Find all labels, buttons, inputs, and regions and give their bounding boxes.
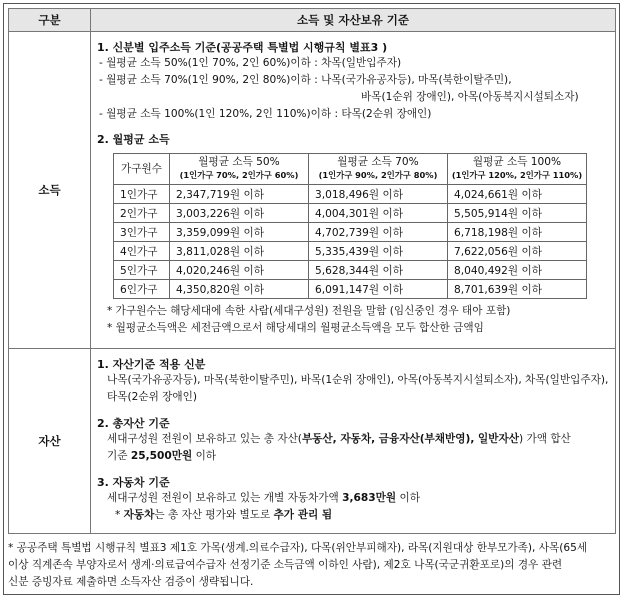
inner-header-50 <box>170 154 309 185</box>
inner-header-row <box>114 154 587 185</box>
assets-sec3-text: 이하 <box>396 492 420 504</box>
criteria-table <box>8 8 616 534</box>
inner-header-100 <box>448 154 587 185</box>
assets-sec3-bold: 자동차 <box>123 509 155 521</box>
table-cell: 2인가구 <box>114 204 170 223</box>
income-footnote: * 가구원수는 해당세대에 속한 사람(세대구성원) 전원을 말함 (임신중인 경우 태아 포함) <box>107 305 511 317</box>
inner-header-sub: (1인가구 70%, 2인가구 60%) <box>179 170 299 180</box>
table-cell: 5인가구 <box>114 261 170 280</box>
assets-sec3-text: 세대구성원 전원이 보유하고 있는 개별 자동차가액 <box>107 492 343 504</box>
assets-sec2-bold: 부동산, 자동차, 금융자산(부채반영), 일반자산 <box>301 433 519 445</box>
assets-row <box>9 349 616 534</box>
assets-content <box>91 349 616 534</box>
assets-sec1-line: 타목(2순위 장애인) <box>107 391 198 403</box>
note-line: 이상 직계존속 부양자로서 생계·의료급여수급자 선정기준 소득금액 이하인 사람), 제2호 나목(국군귀환포로)의 경우 관련 <box>8 559 563 571</box>
assets-sec2-text: 기준 <box>107 450 131 462</box>
assets-sec3-text: * <box>115 509 124 521</box>
header-category: 구분 <box>9 9 91 32</box>
assets-sec2-line <box>91 431 615 448</box>
header-criteria: 소득 및 자산보유 기준 <box>91 9 616 32</box>
bottom-note <box>8 540 615 591</box>
table-cell: 6인가구 <box>114 280 170 299</box>
income-sec1-line: - 월평균 소득 100%(1인 120%, 2인 110%)이하 : 타목(2순위 장애인) <box>99 108 432 120</box>
table-row <box>114 204 587 223</box>
table-cell: 3,811,028원 이하 <box>170 242 309 261</box>
table-cell: 4,020,246원 이하 <box>170 261 309 280</box>
assets-sec2-text: ) 가액 합산 <box>518 433 571 445</box>
assets-label: 자산 <box>9 349 91 534</box>
table-cell: 5,628,344원 이하 <box>309 261 448 280</box>
inner-header-members: 가구원수 <box>114 154 170 185</box>
table-cell: 3,359,099원 이하 <box>170 223 309 242</box>
inner-header-70 <box>309 154 448 185</box>
table-row <box>114 280 587 299</box>
income-sec1-title: 1. 신분별 입주소득 기준(공공주택 특별법 시행규칙 별표3 ) <box>97 41 388 54</box>
income-sec1-line: - 월평균 소득 70%(1인 90%, 2인 80%)이하 : 나목(국가유공자등), 마목(북한이탈주민), <box>99 74 512 86</box>
assets-sec3-bold: 추가 관리 됨 <box>273 509 333 521</box>
table-cell: 5,335,439원 이하 <box>309 242 448 261</box>
table-row <box>114 223 587 242</box>
assets-sec3-bold: 3,683만원 <box>342 492 397 504</box>
table-cell: 3인가구 <box>114 223 170 242</box>
table-row <box>114 185 587 204</box>
table-row <box>114 261 587 280</box>
inner-header-sub: (1인가구 120%, 2인가구 110%) <box>451 170 583 180</box>
income-sec1-line: 바목(1순위 장애인), 아목(아동복지시설퇴소자) <box>361 91 579 103</box>
inner-header-sub: (1인가구 90%, 2인가구 80%) <box>318 170 438 180</box>
table-row <box>114 242 587 261</box>
table-cell: 6,718,198원 이하 <box>448 223 587 242</box>
table-cell: 2,347,719원 이하 <box>170 185 309 204</box>
income-sec2-title: 2. 월평균 소득 <box>97 133 170 146</box>
assets-sec3-line <box>91 490 615 507</box>
table-cell: 4,702,739원 이하 <box>309 223 448 242</box>
inner-header-title: 월평균 소득 70% <box>337 156 419 168</box>
assets-sec1-line: 나목(국가유공자등), 마목(북한이탈주민), 바목(1순위 장애인), 아목(아동복지시설퇴소자), 차목(일반입주자), <box>107 374 609 386</box>
assets-sec2-title: 2. 총자산 기준 <box>97 417 170 430</box>
table-cell: 1인가구 <box>114 185 170 204</box>
assets-sec2-line <box>91 448 615 465</box>
table-cell: 4,004,301원 이하 <box>309 204 448 223</box>
assets-sec2-text: 이하 <box>192 450 217 462</box>
inner-header-title: 월평균 소득 50% <box>198 156 280 168</box>
table-cell: 8,040,492원 이하 <box>448 261 587 280</box>
table-cell: 3,003,226원 이하 <box>170 204 309 223</box>
assets-sec3-title: 3. 자동차 기준 <box>97 476 170 489</box>
inner-header-title: 월평균 소득 100% <box>472 156 562 168</box>
income-footnote: * 월평균소득액은 세전금액으로서 해당세대의 월평균소득액을 모두 합산한 금액임 <box>107 322 484 334</box>
note-line: * 공공주택 특별법 시행규칙 별표3 제1호 가목(생계.의료수급자), 다목(위안부피해자), 라목(지원대상 한부모가족), 사목(65세 <box>8 542 588 554</box>
header-row <box>9 9 616 32</box>
table-cell: 4인가구 <box>114 242 170 261</box>
income-row <box>9 32 616 349</box>
income-content <box>91 32 616 349</box>
monthly-income-table <box>113 153 587 299</box>
table-cell: 3,018,496원 이하 <box>309 185 448 204</box>
table-cell: 7,622,056원 이하 <box>448 242 587 261</box>
note-line: 신분 증빙자료 제출하면 소득자산 검증이 생략됩니다. <box>8 576 254 588</box>
income-sec1-line: - 월평균 소득 50%(1인 70%, 2인 60%)이하 : 차목(일반입주자) <box>99 57 402 69</box>
table-cell: 6,091,147원 이하 <box>309 280 448 299</box>
assets-sec3-line <box>91 507 615 524</box>
assets-sec2-text: 세대구성원 전원이 보유하고 있는 총 자산( <box>107 433 302 445</box>
table-cell: 4,024,661원 이하 <box>448 185 587 204</box>
assets-sec2-bold: 25,500만원 <box>130 450 193 462</box>
table-cell: 8,701,639원 이하 <box>448 280 587 299</box>
assets-sec3-text: 는 총 자산 평가와 별도로 <box>154 509 274 521</box>
table-cell: 4,350,820원 이하 <box>170 280 309 299</box>
table-cell: 5,505,914원 이하 <box>448 204 587 223</box>
income-label: 소득 <box>9 32 91 349</box>
assets-sec1-title: 1. 자산기준 적용 신분 <box>97 358 206 371</box>
